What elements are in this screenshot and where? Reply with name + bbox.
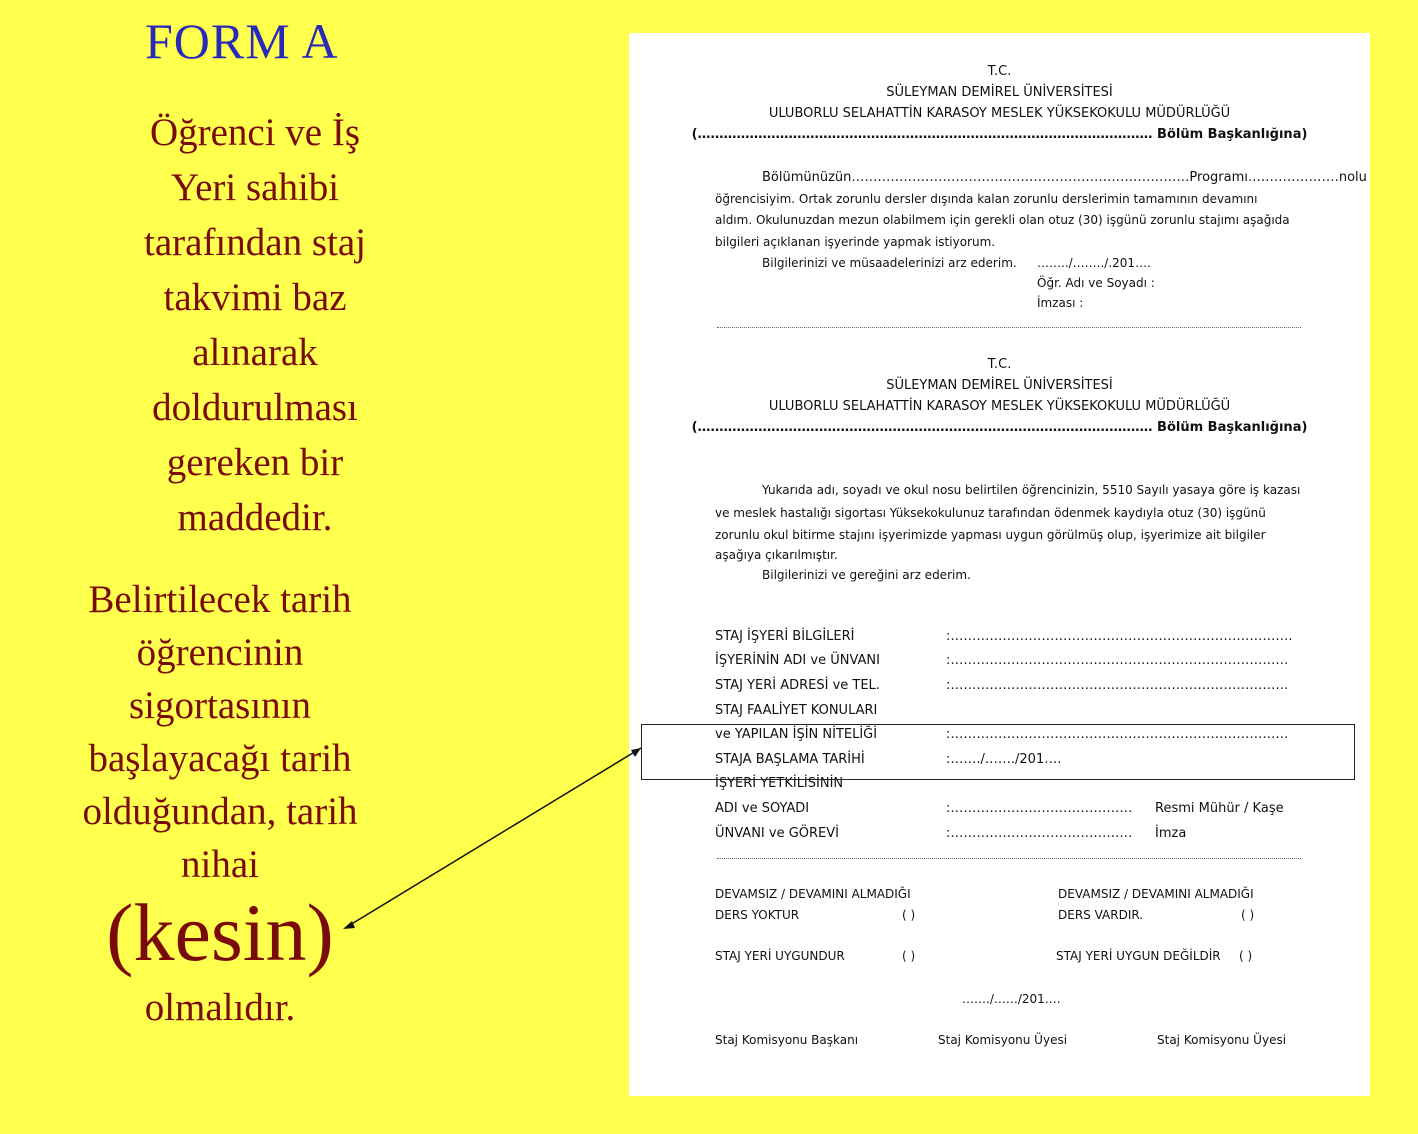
description-line: olduğundan, tarih — [82, 790, 358, 833]
commission-right-a1: DEVAMSIZ / DEVAMINI ALMADIĞI — [1058, 887, 1254, 901]
commission-right-b: STAJ YERİ UYGUN DEĞİLDİR — [1056, 949, 1221, 963]
header-department: (…………………………………………………………………………………………… Bölüm Başkanlığına) — [691, 127, 1308, 142]
employer-line-4: aşağıya çıkarılmıştır. — [715, 548, 838, 562]
field-value: :…………………………………………………………………… — [946, 727, 1289, 742]
commission-left-a-checkbox: ( ) — [902, 908, 916, 922]
student-signature-label: İmzası : — [1037, 296, 1084, 310]
field-label: İŞYERİNİN ADI ve ÜNVANI — [715, 653, 880, 668]
field-label: ÜNVANI ve GÖREVİ — [715, 826, 839, 841]
header-school: ULUBORLU SELAHATTİN KARASOY MESLEK YÜKSEKOKULU MÜDÜRLÜĞÜ — [768, 399, 1231, 414]
commission-signature-member: Staj Komisyonu Üyesi — [1157, 1033, 1287, 1047]
description-line: tarafından staj — [144, 221, 366, 264]
commission-right-b-checkbox: ( ) — [1239, 949, 1253, 963]
description-line: gereken bir — [166, 441, 344, 484]
description-line: doldurulması — [152, 386, 358, 429]
field-label: STAJA BAŞLAMA TARİHİ — [715, 752, 865, 767]
description-line: nihai — [181, 843, 259, 886]
header-tc: T.C. — [987, 357, 1012, 372]
field-value: :……………………………………………………………………. — [946, 629, 1293, 644]
description-line: sigortasının — [129, 684, 311, 727]
description-line: Belirtilecek tarih — [88, 578, 352, 621]
field-label: ve YAPILAN İŞİN NİTELİĞİ — [715, 727, 878, 742]
description-line: maddedir. — [177, 496, 333, 539]
employer-line-5: Bilgilerinizi ve gereğini arz ederim. — [762, 568, 971, 582]
header-university: SÜLEYMAN DEMİREL ÜNİVERSİTESİ — [886, 378, 1113, 393]
field-value: :…………………………………… — [946, 801, 1133, 816]
commission-left-b-checkbox: ( ) — [902, 949, 916, 963]
field-label: STAJ FAALİYET KONULARI — [715, 703, 878, 718]
student-date: ……../……../.201…. — [1037, 256, 1151, 270]
field-value: :…………………………………… — [946, 826, 1133, 841]
commission-right-a-checkbox: ( ) — [1241, 908, 1255, 922]
header-university: SÜLEYMAN DEMİREL ÜNİVERSİTESİ — [886, 85, 1113, 100]
header-tc: T.C. — [987, 64, 1012, 79]
description-line: takvimi baz — [163, 276, 347, 319]
field-label: STAJ İŞYERİ BİLGİLERİ — [715, 629, 855, 644]
description-line: Öğrenci ve İş — [149, 111, 361, 154]
header-department: (…………………………………………………………………………………………… Bölüm Başkanlığına) — [691, 420, 1308, 435]
employer-line-1: Yukarıda adı, soyadı ve okul nosu belirtilen öğrencinizin, 5510 Sayılı yasaya göre iş kazası — [762, 483, 1301, 497]
field-label: STAJ YERİ ADRESİ ve TEL. — [715, 678, 880, 693]
field-value: :…………………………………………………………………… — [946, 653, 1289, 668]
field-value: :……./……./201…. — [946, 752, 1062, 767]
description-line: başlayacağı tarih — [88, 737, 352, 780]
student-line-1: Bölümünüzün……………………………………………………………………Programı…………………nolu — [762, 170, 1367, 185]
employer-line-2: ve meslek hastalığı sigortası Yüksekokulunuz tarafından ödenmek kaydıyla otuz (30) işgünü — [715, 506, 1266, 520]
student-line-5: Bilgilerinizi ve müsaadelerinizi arz ederim. — [762, 256, 1017, 270]
sign-label: İmza — [1155, 826, 1187, 841]
field-value: :…………………………………………………………………… — [946, 678, 1289, 693]
field-label: ADI ve SOYADI — [715, 801, 810, 816]
employer-line-3: zorunlu okul bitirme stajını işyerimizde yapması uygun görülmüş olup, işyerimize ait bilgiler — [715, 528, 1266, 542]
header-school: ULUBORLU SELAHATTİN KARASOY MESLEK YÜKSEKOKULU MÜDÜRLÜĞÜ — [768, 106, 1231, 121]
commission-left-a2: DERS YOKTUR — [715, 908, 800, 922]
student-name-label: Öğr. Adı ve Soyadı : — [1037, 276, 1155, 290]
commission-right-a2: DERS VARDIR. — [1058, 908, 1144, 922]
field-label: İŞYERİ YETKİLİSİNİN — [715, 776, 844, 791]
commission-date: ……./……/201…. — [962, 992, 1061, 1006]
commission-signature-chair: Staj Komisyonu Başkanı — [715, 1033, 859, 1047]
commission-signature-member: Staj Komisyonu Üyesi — [938, 1033, 1068, 1047]
commission-left-a1: DEVAMSIZ / DEVAMINI ALMADIĞI — [715, 887, 911, 901]
stamp-label: Resmi Mühür / Kaşe — [1155, 801, 1284, 816]
olmali-text: olmalıdır. — [144, 986, 296, 1029]
student-line-4: bilgileri açıklanan işyerinde yapmak istiyorum. — [715, 235, 996, 249]
description-line: alınarak — [192, 331, 318, 374]
slide-title: FORM A — [145, 13, 339, 69]
kesin-emphasis: (kesin) — [106, 887, 334, 978]
student-line-2: öğrencisiyim. Ortak zorunlu dersler dışında kalan zorunlu derslerimin tamamının devamını — [715, 192, 1258, 206]
student-line-3: aldım. Okulunuzdan mezun olabilmem için gerekli olan otuz (30) işgünü zorunlu stajımı aşağıda — [715, 213, 1290, 227]
description-line: Yeri sahibi — [170, 166, 340, 209]
commission-left-b: STAJ YERİ UYGUNDUR — [715, 949, 845, 963]
description-line: öğrencinin — [136, 631, 304, 674]
